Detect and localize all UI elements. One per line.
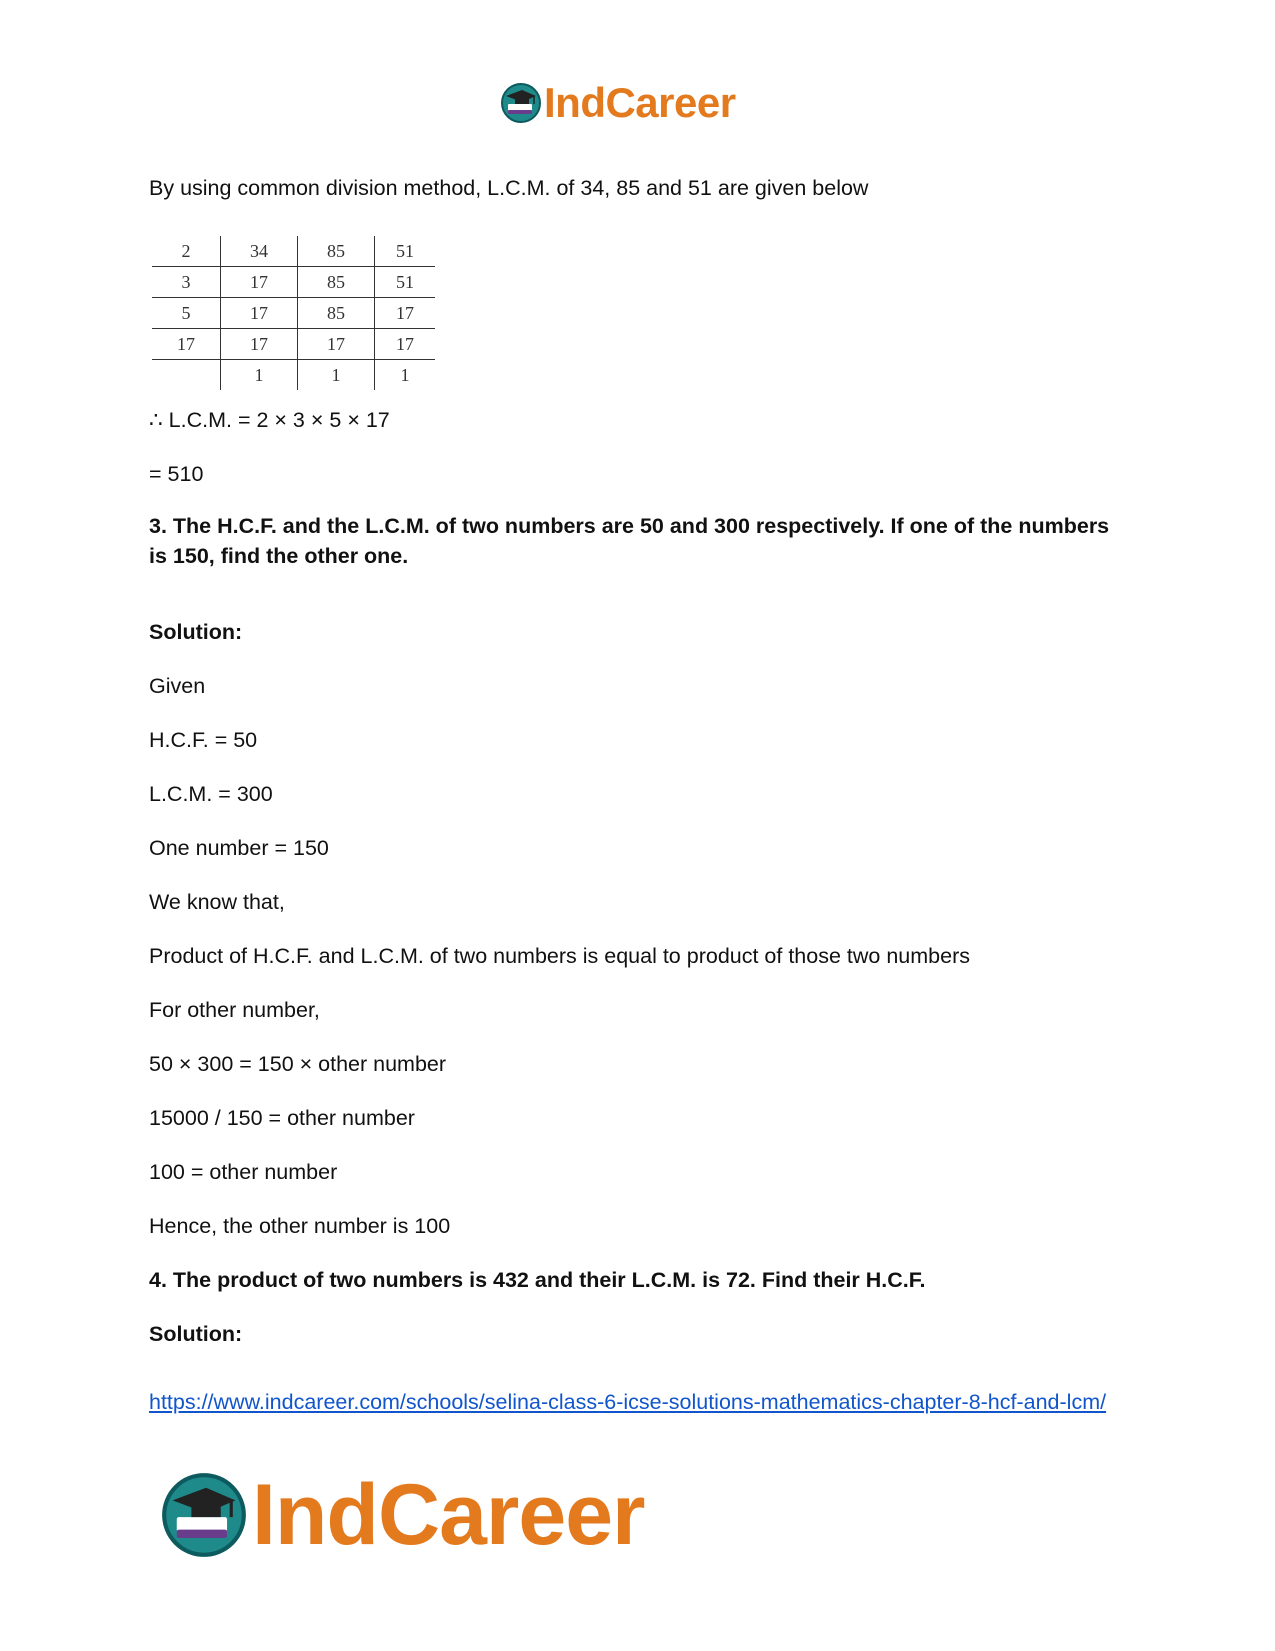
quotient-cell: 17 (375, 298, 436, 329)
quotient-cell: 1 (221, 360, 298, 391)
quotient-cell: 85 (298, 267, 375, 298)
table-row (152, 298, 435, 329)
step-line: Given (149, 674, 206, 698)
table-row (152, 236, 435, 267)
footer-logo (160, 1467, 645, 1563)
quotient-cell: 85 (298, 298, 375, 329)
quotient-cell: 1 (375, 360, 436, 391)
quotient-cell: 17 (375, 329, 436, 360)
graduation-cap-icon (500, 82, 542, 124)
source-link[interactable]: https://www.indcareer.com/schools/selina-class-6-icse-solutions-mathematics-chapter-8-hcf-and-lcm/ (149, 1390, 1107, 1414)
quotient-cell: 34 (221, 236, 298, 267)
divisor-cell: 3 (152, 267, 221, 298)
intro-text: By using common division method, L.C.M. of 34, 85 and 51 are given below (149, 176, 869, 200)
table-row (152, 329, 435, 360)
question-3-title: 3. The H.C.F. and the L.C.M. of two numbers are 50 and 300 respectively. If one of the numbers is 150, find the other one. (149, 514, 1110, 568)
step-line: 15000 / 150 = other number (149, 1106, 415, 1130)
step-line: Product of H.C.F. and L.C.M. of two numbers is equal to product of those two numbers (149, 944, 970, 968)
division-table (152, 236, 435, 390)
divisor-cell (152, 360, 221, 391)
quotient-cell: 17 (221, 298, 298, 329)
step-line: 50 × 300 = 150 × other number (149, 1052, 447, 1076)
step-line: 100 = other number (149, 1160, 338, 1184)
quotient-cell: 85 (298, 236, 375, 267)
question-3-solution-label: Solution: (149, 620, 243, 644)
table-row (152, 360, 435, 391)
step-line: One number = 150 (149, 836, 329, 860)
logo-text: IndCareer (252, 1467, 645, 1563)
lcm-line: ∴ L.C.M. = 2 × 3 × 5 × 17 (149, 408, 390, 432)
logo-text: IndCareer (544, 79, 736, 126)
quotient-cell: 51 (375, 267, 436, 298)
table-row (152, 267, 435, 298)
step-line: H.C.F. = 50 (149, 728, 258, 752)
quotient-cell: 17 (221, 267, 298, 298)
step-line: L.C.M. = 300 (149, 782, 273, 806)
question-4-solution-label: Solution: (149, 1322, 243, 1346)
divisor-cell: 2 (152, 236, 221, 267)
step-line: Hence, the other number is 100 (149, 1214, 451, 1238)
header-logo (500, 78, 736, 128)
lcm-result: = 510 (149, 462, 204, 486)
quotient-cell: 17 (298, 329, 375, 360)
question-4-title: 4. The product of two numbers is 432 and their L.C.M. is 72. Find their H.C.F. (149, 1268, 926, 1292)
graduation-cap-icon (160, 1471, 248, 1559)
step-line: We know that, (149, 890, 285, 914)
quotient-cell: 1 (298, 360, 375, 391)
quotient-cell: 17 (221, 329, 298, 360)
step-line: For other number, (149, 998, 320, 1022)
divisor-cell: 5 (152, 298, 221, 329)
quotient-cell: 51 (375, 236, 436, 267)
divisor-cell: 17 (152, 329, 221, 360)
